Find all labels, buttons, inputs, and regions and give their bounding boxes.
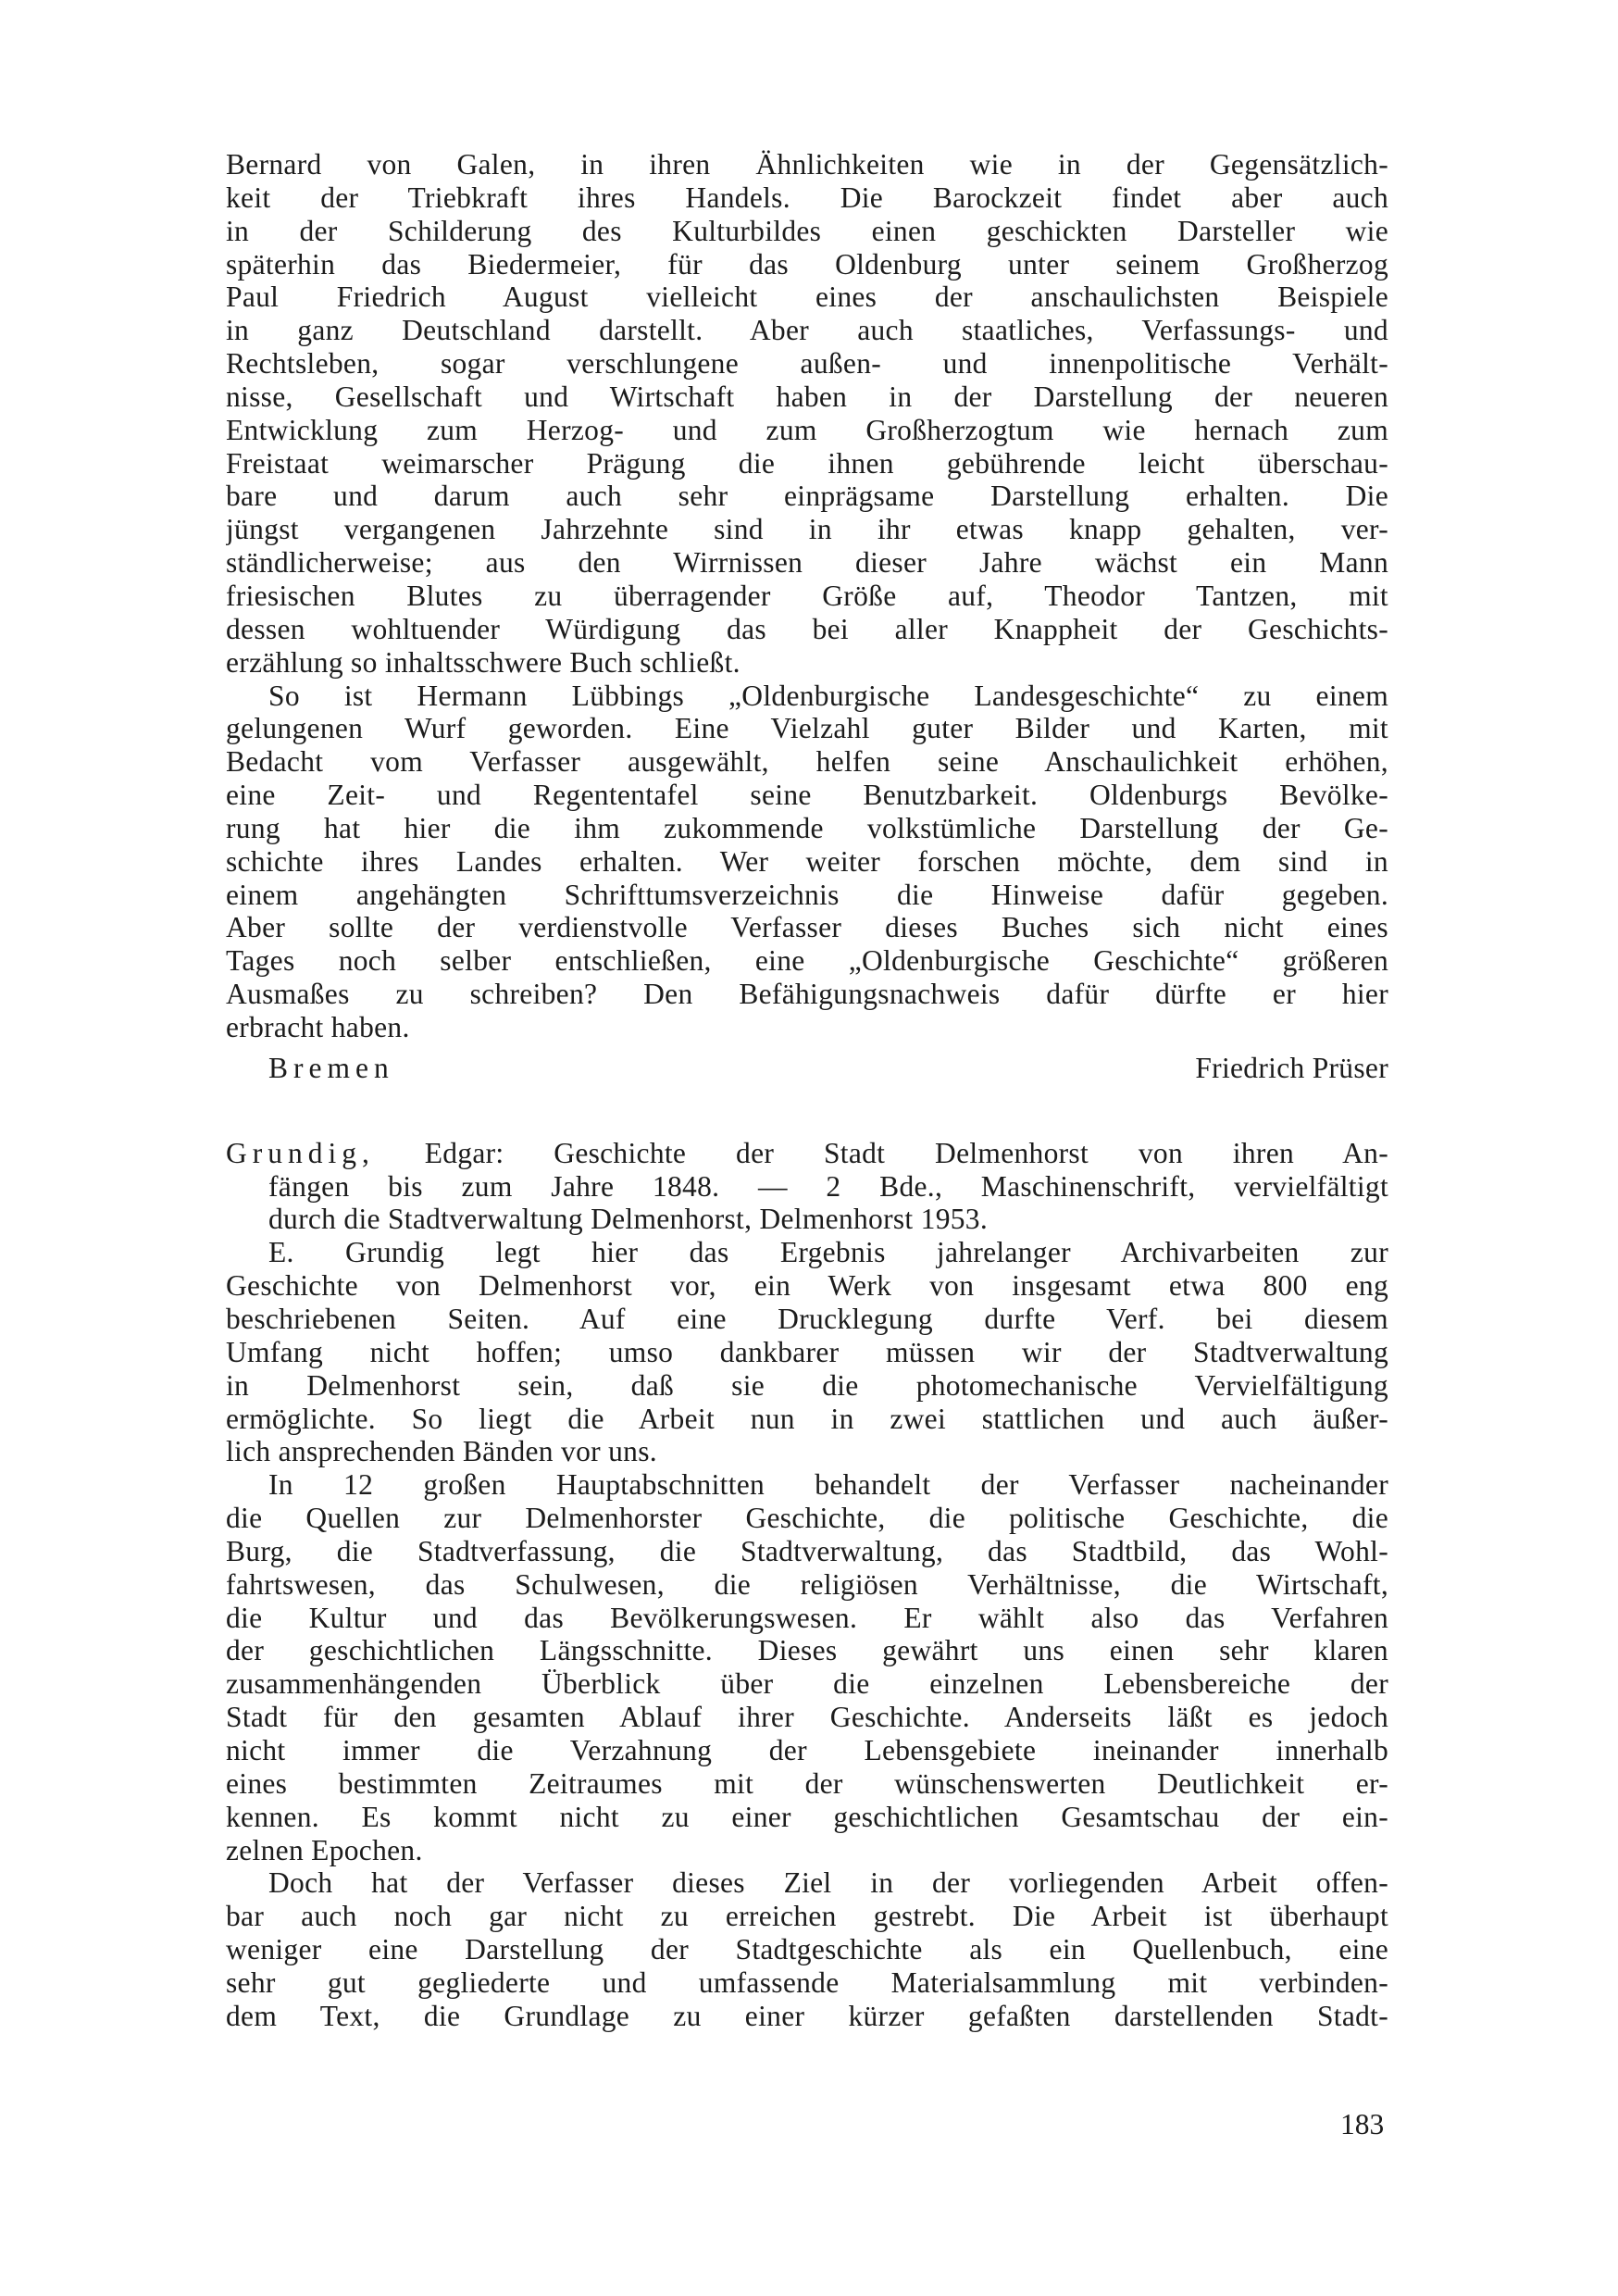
- text-line: erzählung so inhaltsschwere Buch schließt.: [226, 645, 741, 679]
- text-line: Bernard von Galen, in ihren Ähnlichkeiten wie in der Gegensätzlich-: [226, 148, 1388, 181]
- text-line: eine Zeit- und Regententafel seine Benutzbarkeit. Oldenburgs Bevölke-: [226, 779, 1388, 812]
- review-2-body: [226, 1137, 1388, 2033]
- text-line: rung hat hier die ihm zukommende volkstümliche Darstellung der Ge-: [226, 811, 1388, 844]
- text-line: Rechtsleben, sogar verschlungene außen- und innenpolitische Verhält-: [226, 347, 1388, 381]
- text-line: in der Schilderung des Kulturbildes einen geschickten Darsteller wie: [226, 214, 1388, 247]
- text-line: In 12 großen Hauptabschnitten behandelt der Verfasser nacheinander: [268, 1468, 1388, 1502]
- review-1-body: [226, 148, 1388, 1044]
- citation-author-name: Grundig,: [226, 1136, 375, 1169]
- text-line: Aber sollte der verdienstvolle Verfasser dieses Buches sich nicht eines: [226, 911, 1388, 944]
- text-line: E. Grundig legt hier das Ergebnis jahrelanger Archivarbeiten zur: [268, 1236, 1388, 1269]
- text-line: Burg, die Stadtverfassung, die Stadtverwaltung, das Stadtbild, das Wohl-: [226, 1534, 1388, 1567]
- citation-text: Edgar: Geschichte der Stadt Delmenhorst von ihren An-: [374, 1136, 1388, 1169]
- text-line: Bedacht vom Verfasser ausgewählt, helfen seine Anschaulichkeit erhöhen,: [226, 745, 1388, 779]
- text-line: zusammenhängenden Überblick über die einzelnen Lebensbereiche der: [226, 1667, 1388, 1701]
- review-2-paragraph-2: [226, 1468, 1388, 1866]
- text-line: Stadt für den gesamten Ablauf ihrer Geschichte. Anderseits läßt es jedoch: [226, 1701, 1388, 1734]
- review-1-paragraph-2: [226, 680, 1388, 1044]
- text-line: Entwicklung zum Herzog- und zum Großherzogtum wie hernach zum: [226, 413, 1388, 446]
- review-separator: [226, 1085, 1388, 1137]
- text-line: in Delmenhorst sein, daß sie die photomechanische Vervielfältigung: [226, 1368, 1388, 1402]
- text-line: jüngst vergangenen Jahrzehnte sind in ihr etwas knapp gehalten, ver-: [226, 513, 1388, 546]
- citation-line: [226, 1137, 1388, 1170]
- signature-reviewer: Friedrich Prüser: [1195, 1051, 1388, 1084]
- text-line: bar auch noch gar nicht zu erreichen gestrebt. Die Arbeit ist überhaupt: [226, 1900, 1388, 1933]
- text-line: erbracht haben.: [226, 1010, 410, 1043]
- text-line: ständlicherweise; aus den Wirrnissen dieser Jahre wächst ein Mann: [226, 546, 1388, 580]
- text-line: nisse, Gesellschaft und Wirtschaft haben in der Darstellung der neueren: [226, 380, 1388, 413]
- page-number: 183: [1340, 2108, 1385, 2140]
- page-content: [226, 148, 1388, 2033]
- text-line: Umfang nicht hoffen; umso dankbarer müssen wir der Stadtverwaltung: [226, 1335, 1388, 1368]
- text-line: kennen. Es kommt nicht zu einer geschichtlichen Gesamtschau der ein-: [226, 1800, 1388, 1833]
- citation-line: durch die Stadtverwaltung Delmenhorst, Delmenhorst 1953.: [268, 1203, 989, 1236]
- text-line: Paul Friedrich August vielleicht eines der anschaulichsten Beispiele: [226, 281, 1388, 314]
- text-line: eines bestimmten Zeitraumes mit der wünschenswerten Deutlichkeit er-: [226, 1766, 1388, 1800]
- text-line: keit der Triebkraft ihres Handels. Die Barockzeit findet aber auch: [226, 181, 1388, 214]
- text-line: schichte ihres Landes erhalten. Wer weiter forschen möchte, dem sind in: [226, 844, 1388, 878]
- text-line: Freistaat weimarscher Prägung die ihnen gebührende leicht überschau-: [226, 446, 1388, 480]
- text-line: Doch hat der Verfasser dieses Ziel in der vorliegenden Arbeit offen-: [268, 1866, 1388, 1900]
- text-line: sehr gut gegliederte und umfassende Materialsammlung mit verbinden-: [226, 1965, 1388, 1999]
- text-line: fahrtswesen, das Schulwesen, die religiösen Verhältnisse, die Wirtschaft,: [226, 1567, 1388, 1601]
- text-line: dem Text, die Grundlage zu einer kürzer gefaßten darstellenden Stadt-: [226, 1999, 1388, 2032]
- text-line: ermöglichte. So liegt die Arbeit nun in zwei stattlichen und auch äußer-: [226, 1402, 1388, 1435]
- review-2-citation: [226, 1137, 1388, 1237]
- text-line: So ist Hermann Lübbings „Oldenburgische Landesgeschichte“ zu einem: [268, 679, 1388, 712]
- text-line: zelnen Epochen.: [226, 1833, 423, 1866]
- text-line: beschriebenen Seiten. Auf eine Drucklegung durfte Verf. bei diesem: [226, 1303, 1388, 1335]
- text-line: späterhin das Biedermeier, für das Oldenburg unter seinem Großherzog: [226, 247, 1388, 281]
- review-2-paragraph-1: [226, 1236, 1388, 1468]
- text-line: dessen wohltuender Würdigung das bei aller Knappheit der Geschichts-: [226, 612, 1388, 645]
- text-line: Tages noch selber entschließen, eine „Oldenburgische Geschichte“ größeren: [226, 944, 1388, 978]
- text-line: einem angehängten Schrifttumsverzeichnis die Hinweise dafür gegeben.: [226, 878, 1388, 911]
- text-line: Geschichte von Delmenhorst vor, ein Werk von insgesamt etwa 800 eng: [226, 1269, 1388, 1303]
- text-line: bare und darum auch sehr einprägsame Darstellung erhalten. Die: [226, 480, 1388, 513]
- citation-line: fängen bis zum Jahre 1848. — 2 Bde., Maschinenschrift, vervielfältigt: [268, 1169, 1388, 1203]
- review-1-signature: [226, 1052, 1388, 1085]
- text-line: in ganz Deutschland darstellt. Aber auch staatliches, Verfassungs- und: [226, 314, 1388, 347]
- review-2-paragraph-3: [226, 1866, 1388, 2032]
- text-line: die Quellen zur Delmenhorster Geschichte, die politische Geschichte, die: [226, 1502, 1388, 1535]
- text-line: nicht immer die Verzahnung der Lebensgebiete ineinander innerhalb: [226, 1733, 1388, 1766]
- text-line: der geschichtlichen Längsschnitte. Dieses gewährt uns einen sehr klaren: [226, 1634, 1388, 1667]
- text-line: weniger eine Darstellung der Stadtgeschichte als ein Quellenbuch, eine: [226, 1933, 1388, 1966]
- signature-place: Bremen: [268, 1051, 394, 1084]
- review-1-paragraph-1: [226, 148, 1388, 680]
- text-line: Ausmaßes zu schreiben? Den Befähigungsnachweis dafür dürfte er hier: [226, 978, 1388, 1011]
- text-line: friesischen Blutes zu überragender Größe auf, Theodor Tantzen, mit: [226, 579, 1388, 612]
- text-line: lich ansprechenden Bänden vor uns.: [226, 1435, 657, 1468]
- text-line: die Kultur und das Bevölkerungswesen. Er wählt also das Verfahren: [226, 1601, 1388, 1634]
- text-line: gelungenen Wurf geworden. Eine Vielzahl guter Bilder und Karten, mit: [226, 712, 1388, 745]
